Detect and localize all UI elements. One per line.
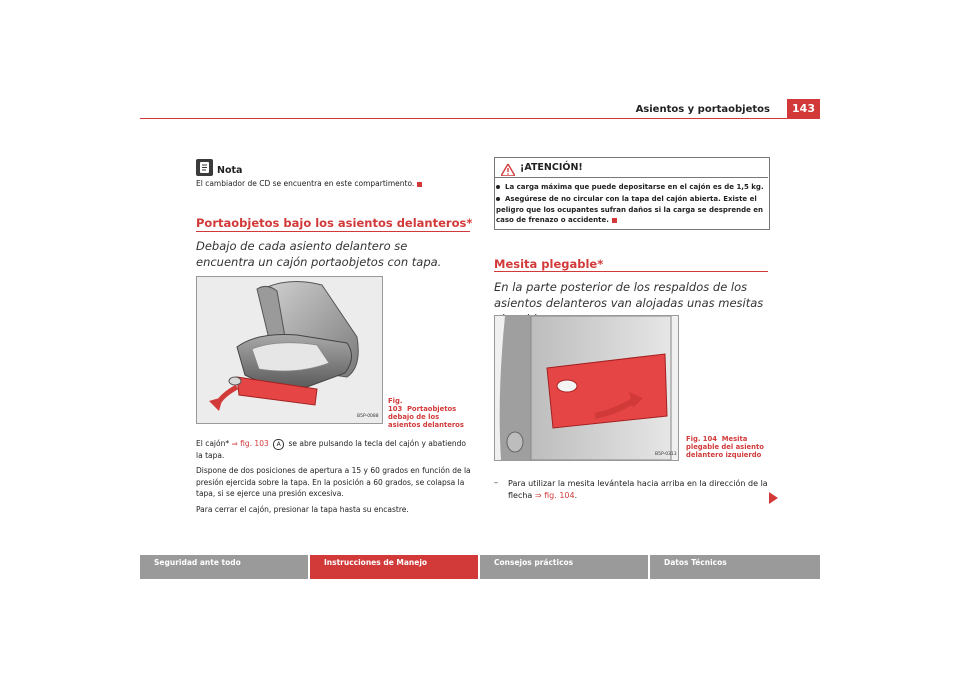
paragraph-opening-positions: Dispone de dos posiciones de apertura a 15 y 60 grados en función de la presión ejercida sobre la tapa. En la posición a 60 grados, se colapsa la tapa, si se ejerce una presión excesiva. [196, 466, 471, 498]
paragraph-open-drawer: El cajón* ⇒ fig. 103 A se abre pulsando la tecla del cajón y abatiendo la tapa. [196, 439, 466, 460]
section-title-folding-table: Mesita plegable* [494, 257, 604, 271]
paragraph-close-drawer: Para cerrar el cajón, presionar la tapa hasta su encastre. [196, 505, 409, 514]
figure-103-seat-drawer [196, 276, 383, 424]
section-rule [196, 231, 470, 232]
note-icon [196, 159, 213, 176]
step-dash: – [494, 478, 498, 487]
section-rule [494, 271, 768, 272]
figure-code: B5P-0088 [357, 414, 379, 419]
footer-tab-instrucciones[interactable]: Instrucciones de Manejo [310, 555, 478, 579]
footer-tab-datos[interactable]: Datos Técnicos [650, 555, 820, 579]
marker-a-badge: A [273, 439, 284, 450]
warning-title: ¡ATENCIÓN! [520, 162, 583, 173]
step-use-table: Para utilizar la mesita levántela hacia arriba en la dirección de la flecha ⇒ fig. 104. [508, 479, 768, 500]
page-number: 143 [787, 99, 820, 119]
seat-illustration [197, 277, 382, 423]
warning-item-closed-lid: Asegúrese de no circular con la tapa del cajón abierta. Existe el peligro que los ocupantes sufran daños si la carga se desprende en caso de frenazo o accidente. [496, 195, 763, 224]
continue-arrow-icon [769, 492, 778, 504]
link-fig-104[interactable]: ⇒ fig. 104 [534, 491, 575, 500]
running-header: Asientos y portaobjetos [635, 104, 770, 115]
end-of-section-mark [417, 182, 422, 187]
warning-triangle-icon [501, 161, 515, 180]
section-lead: En la parte posterior de los respaldos de los asientos delanteros van alojadas unas mesitas [494, 280, 764, 310]
figure-103-caption: Fig. 103 Portaobjetos debajo de los asientos delanteros [388, 397, 464, 429]
section-title-underseat-storage: Portaobjetos bajo los asientos delanteros* [196, 216, 473, 230]
figure-104-folding-table [494, 315, 679, 461]
end-of-section-mark [612, 218, 617, 223]
footer-nav [140, 555, 820, 579]
note-text: El cambiador de CD se encuentra en este compartimento. [196, 179, 422, 188]
footer-tab-seguridad[interactable]: Seguridad ante todo [140, 555, 308, 579]
figure-104-caption: Fig. 104 Mesita plegable del asiento delantero izquierdo [686, 435, 764, 459]
section-lead: Debajo de cada asiento delantero se encuentra un cajón portaobjetos con tapa. [196, 239, 442, 269]
note-title: Nota [217, 165, 243, 176]
warning-item-max-load: La carga máxima que puede depositarse en el cajón es de 1,5 kg. [496, 182, 766, 193]
seatback-table-illustration [495, 316, 678, 460]
figure-code: B5P-0313 [655, 452, 677, 457]
header-rule [140, 118, 820, 119]
footer-tab-consejos[interactable]: Consejos prácticos [480, 555, 648, 579]
link-fig-103[interactable]: ⇒ fig. 103 [231, 439, 269, 448]
